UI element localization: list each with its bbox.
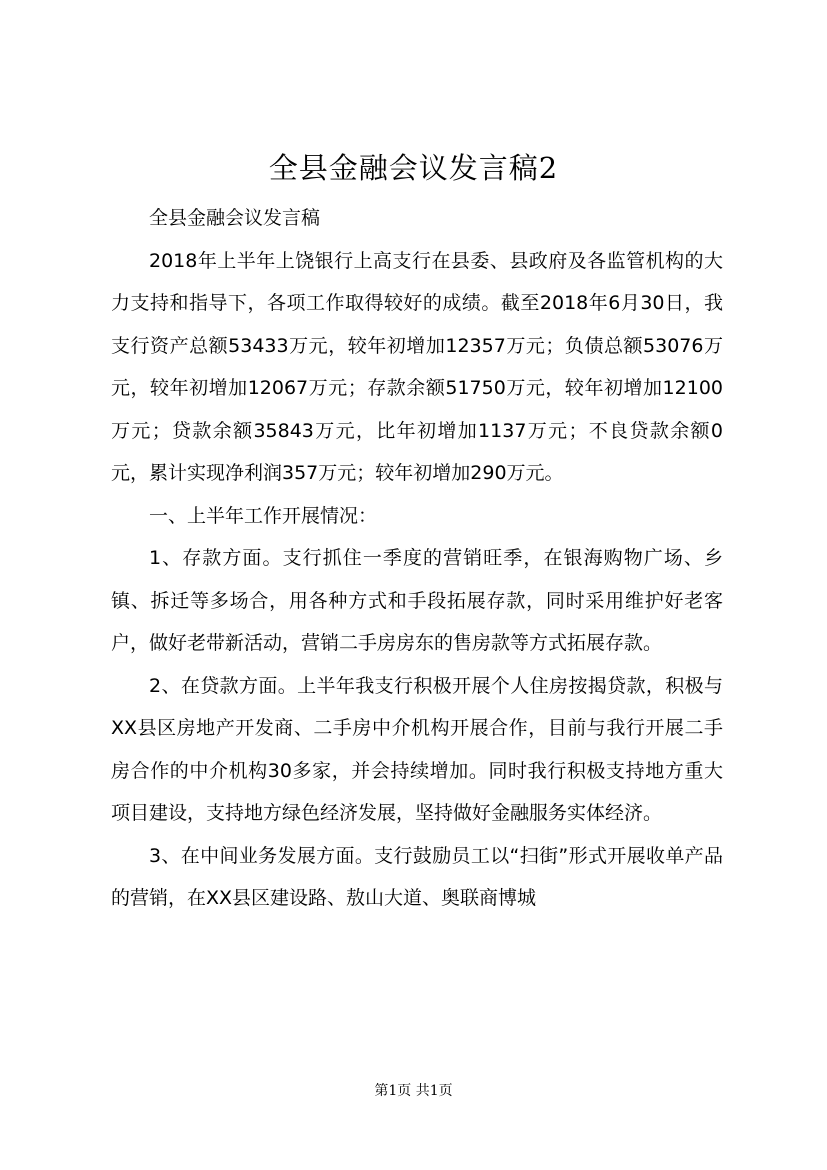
summary-paragraph: 2018年上半年上饶银行上高支行在县委、县政府及各监管机构的大力支持和指导下，各项工作取得较好的成绩。截至2018年6月30日，我支行资产总额53433万元，较年初增加12357万元；负债总额53076万元，较年初增加12067万元；存款余额51750万元，较年初增加12100万元；贷款余额35843万元，比年初增加1137万元；不良贷款余额0元，累计实现净利润357万元；较年初增加290万元。 bbox=[111, 249, 723, 484]
intermediary-paragraph: 3、在中间业务发展方面。支行鼓励员工以“扫街”形式开展收单产品的营销，在XX县区建设路、敖山大道、奥联商博城 bbox=[111, 844, 723, 909]
page-footer: 第1页 共1页 bbox=[374, 1083, 453, 1099]
deposit-paragraph: 1、存款方面。支行抓住一季度的营销旺季，在银海购物广场、乡镇、拆迁等多场合，用各种方式和手段拓展存款，同时采用维护好老客户，做好老带新活动，营销二手房房东的售房款等方式拓展存款。 bbox=[111, 547, 723, 654]
section-heading: 一、上半年工作开展情况： bbox=[149, 504, 378, 527]
loan-paragraph: 2、在贷款方面。上半年我支行积极开展个人住房按揭贷款，积极与XX县区房地产开发商、二手房中介机构开展合作，目前与我行开展二手房合作的中介机构30多家，并会持续增加。同时我行积极支持地方重大项目建设，支持地方绿色经济发展，坚持做好金融服务实体经济。 bbox=[111, 674, 723, 824]
document-title: 全县金融会议发言稿2 bbox=[268, 151, 559, 185]
document-body bbox=[111, 197, 723, 920]
subtitle-paragraph: 全县金融会议发言稿 bbox=[149, 207, 321, 229]
